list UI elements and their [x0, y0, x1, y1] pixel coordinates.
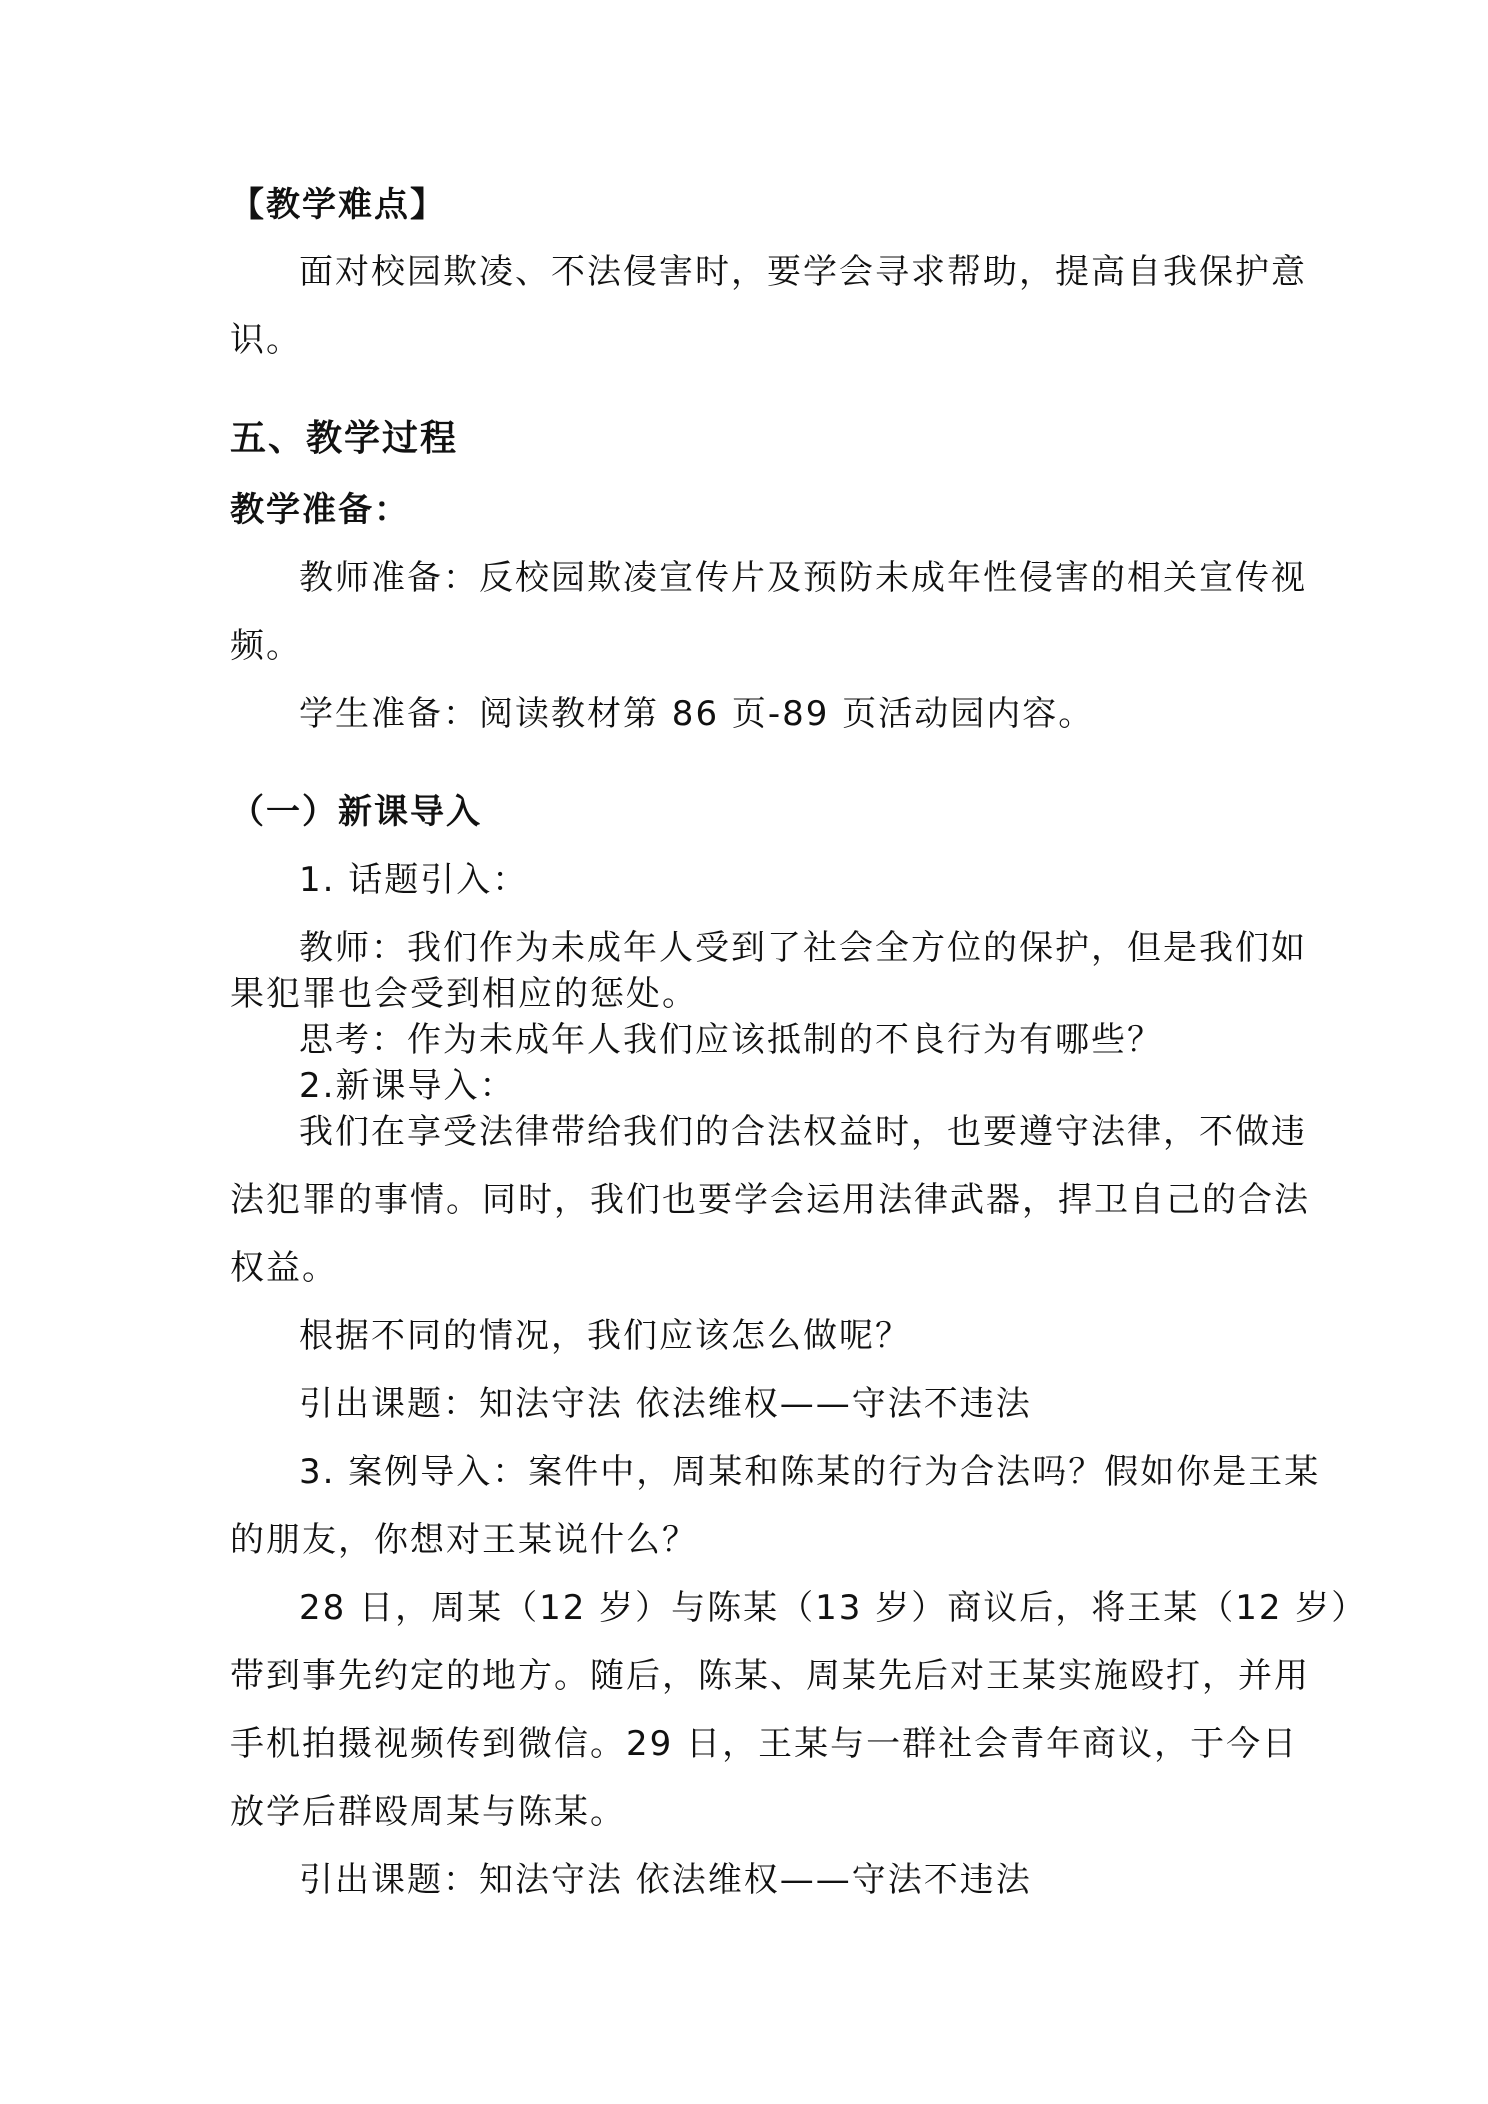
think-question: 思考：作为未成年人我们应该抵制的不良行为有哪些？ — [299, 1020, 1163, 1060]
teacher-speech-line-2: 果犯罪也会受到相应的惩处。 — [230, 974, 698, 1014]
teacher-speech-line-1: 教师：我们作为未成年人受到了社会全方位的保护，但是我们如 — [299, 928, 1307, 968]
teaching-difficulty-text-line-1: 面对校园欺凌、不法侵害时，要学会寻求帮助，提高自我保护意 — [299, 252, 1307, 292]
case-line-3: 手机拍摄视频传到微信。29 日，王某与一群社会青年商议，于今日 — [230, 1724, 1299, 1764]
teaching-difficulty-heading: 【教学难点】 — [230, 185, 446, 225]
topic-line-1: 引出课题：知法守法 依法维权——守法不违法 — [299, 1384, 1032, 1424]
preparation-heading: 教学准备： — [230, 490, 410, 530]
new-lesson-line-2: 法犯罪的事情。同时，我们也要学会运用法律武器，捍卫自己的合法 — [230, 1180, 1310, 1220]
question-line: 根据不同的情况，我们应该怎么做呢？ — [299, 1316, 911, 1356]
item-3-line-2: 的朋友，你想对王某说什么？ — [230, 1520, 698, 1560]
teaching-difficulty-text-line-2: 识。 — [230, 320, 302, 360]
item-3-line-1: 3. 案例导入：案件中，周某和陈某的行为合法吗？假如你是王某 — [299, 1452, 1321, 1492]
section-5-heading: 五、教学过程 — [230, 418, 459, 459]
student-prep: 学生准备：阅读教材第 86 页-89 页活动园内容。 — [299, 694, 1095, 734]
teacher-prep-line-1: 教师准备：反校园欺凌宣传片及预防未成年性侵害的相关宣传视 — [299, 558, 1307, 598]
new-lesson-line-1: 我们在享受法律带给我们的合法权益时，也要遵守法律，不做违 — [299, 1112, 1307, 1152]
part-1-heading: （一）新课导入 — [230, 792, 482, 832]
item-2-new-lesson: 2.新课导入： — [299, 1066, 516, 1106]
case-line-4: 放学后群殴周某与陈某。 — [230, 1792, 626, 1832]
teacher-prep-line-2: 频。 — [230, 626, 302, 666]
item-1-topic-intro: 1. 话题引入： — [299, 860, 529, 900]
topic-line-2: 引出课题：知法守法 依法维权——守法不违法 — [299, 1860, 1032, 1900]
case-line-2: 带到事先约定的地方。随后，陈某、周某先后对王某实施殴打，并用 — [230, 1656, 1310, 1696]
case-line-1: 28 日，周某（12 岁）与陈某（13 岁）商议后，将王某（12 岁） — [299, 1588, 1368, 1628]
new-lesson-line-3: 权益。 — [230, 1248, 338, 1288]
